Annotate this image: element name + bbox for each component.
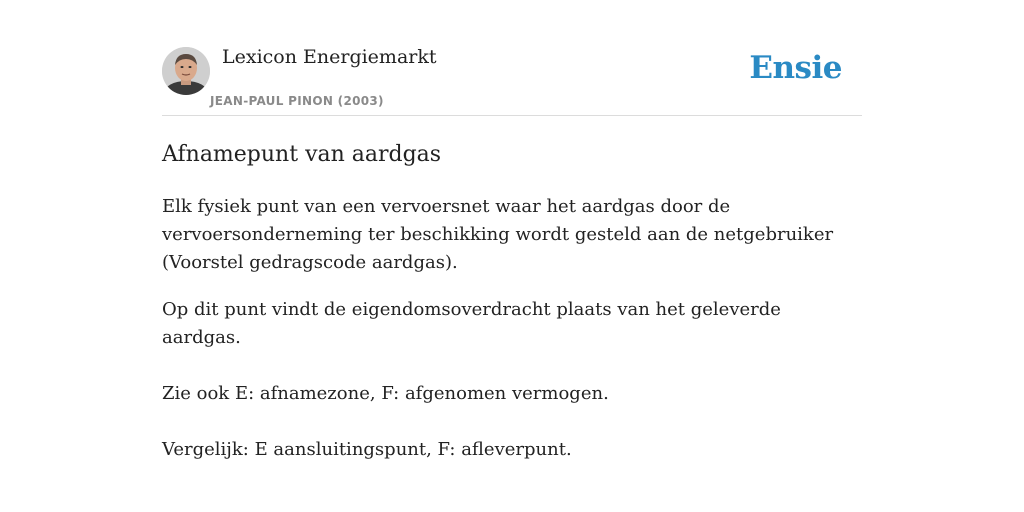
see-also-text: Zie ook E: afnamezone, F: afgenomen vermogen. (162, 383, 609, 404)
entry-definition: Elk fysiek punt van een vervoersnet waar het aardgas door de vervoersonderneming ter beschikking wordt gesteld aan de netgebruiker (Voorstel gedragscode aardgas). (162, 196, 834, 273)
entry-paragraph: Op dit punt vindt de eigendomsoverdracht plaats van het geleverde aardgas. (162, 299, 781, 348)
compare-text: Vergelijk: E aansluitingspunt, F: afleverpunt. (162, 439, 572, 460)
ensie-logo[interactable]: Ensie (749, 50, 842, 86)
lexicon-title[interactable]: Lexicon Energiemarkt (222, 46, 437, 68)
author-avatar (162, 47, 210, 95)
author-name[interactable]: JEAN-PAUL PINON (2003) (210, 94, 384, 108)
lexicon-header (162, 44, 862, 116)
entry-content (162, 139, 862, 483)
entry-title: Afnamepunt van aardgas (162, 142, 442, 167)
